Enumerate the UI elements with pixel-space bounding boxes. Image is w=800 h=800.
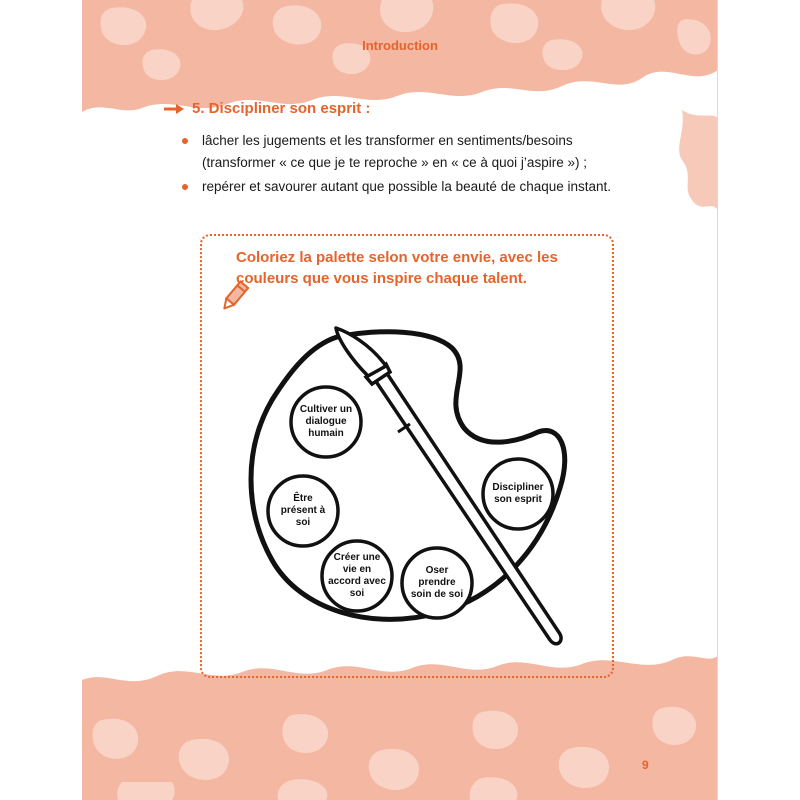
section-heading-text: 5. Discipliner son esprit :	[192, 100, 371, 117]
talent-label-2: Être présent à soi	[280, 493, 326, 528]
list-item-text: repérer et savourer autant que possible la beauté de chaque instant.	[202, 179, 612, 194]
activity-instruction: Coloriez la palette selon votre envie, avec les couleurs que vous inspire chaque talent.	[236, 249, 558, 287]
talent-label-1: Cultiver un dialogue humain	[299, 404, 353, 439]
page-number: 9	[642, 758, 649, 772]
palette-illustration	[82, 0, 718, 800]
talent-label-4: Oser prendre soin de soi	[410, 565, 464, 600]
list-item-text: lâcher les jugements et les transformer en sentiments/besoins (transformer « ce que je te reproche » en « ce à quoi j’aspire ») ;	[202, 133, 587, 170]
talent-label-3: Créer une vie en accord avec soi	[328, 552, 386, 599]
talent-label-5: Discipliner son esprit	[492, 482, 544, 505]
running-head: Introduction	[362, 38, 438, 53]
book-page	[82, 0, 718, 800]
page-edge	[717, 0, 718, 800]
